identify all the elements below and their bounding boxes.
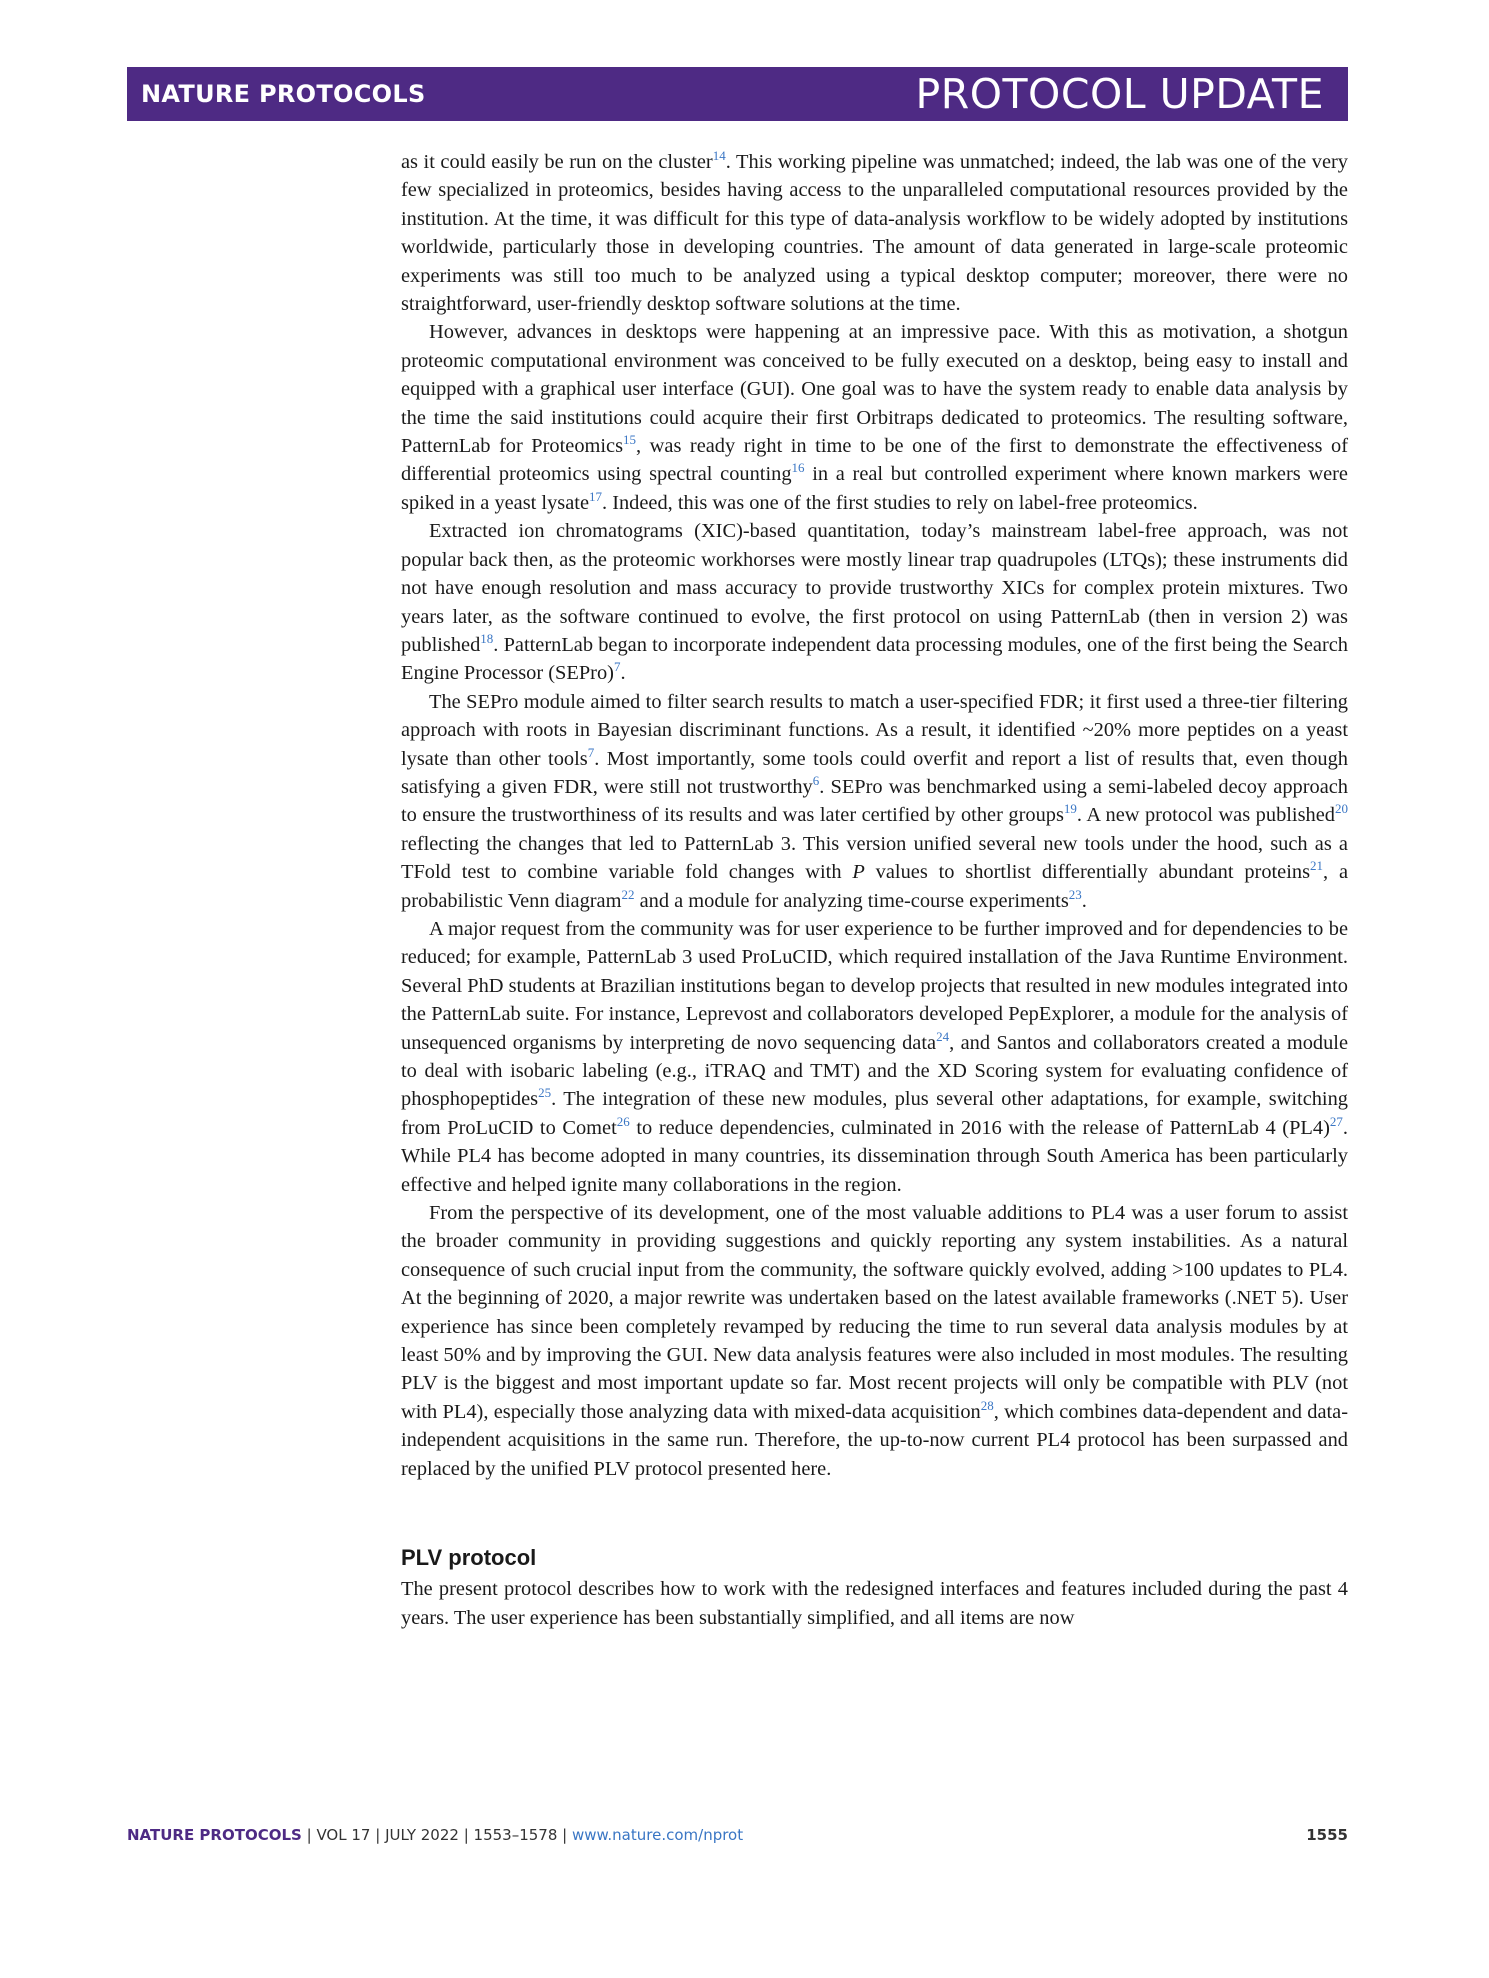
footer-date: JULY 2022 (385, 1826, 459, 1844)
citation-reference-link[interactable]: 23 (1068, 886, 1082, 902)
citation-reference-link[interactable]: 21 (1310, 858, 1324, 874)
section-heading: PLV protocol (401, 1545, 537, 1571)
footer-pages: 1553–1578 (473, 1826, 558, 1844)
citation-reference-link[interactable]: 22 (621, 886, 635, 902)
body-paragraph: From the perspective of its development, one of the most valuable additions to PL4 was a user forum to assist the broader community in providing suggestions and quickly reporting any system instabilities. As a natural consequence of such crucial input from the community, the software quickly evolved, adding >100 updates to PL4. At the beginning of 2020, a major rewrite was undertaken based on the latest available frameworks (.NET 5). User experience has since been completely revamped by reducing the time to run several data analysis modules by at least 50% and by improving the GUI. New data analysis features were also included in most modules. The resulting PLV is the biggest and most important update so far. Most recent projects will only be compatible with PLV (not with PL4), especially those analyzing data with mixed-data acquisition$^{28}$, which combines data-dependent and data-independent acquisitions in the same run. Therefore, the up-to-now current PL4 protocol has been surpassed and replaced by the unified PLV protocol presented here. (401, 1202, 1348, 1480)
article-body (401, 148, 1348, 1632)
page-number: 1555 (1306, 1826, 1348, 1844)
body-paragraph: as it could easily be run on the cluster$^{14}$. This working pipeline was unmatched; indeed, the lab was one of the very few specialized in proteomics, besides having access to the unparalleled computational resources provided by the institution. At the time, it was difficult for this type of data-analysis workflow to be widely adopted by institutions worldwide, particularly those in developing countries. The amount of data generated in large-scale proteomic experiments was still too much to be analyzed using a typical desktop computer; moreover, there were no straightforward, user-friendly desktop software solutions at the time. (401, 148, 1349, 316)
citation-reference-link[interactable]: 16 (791, 460, 805, 476)
citation-reference-link[interactable]: 25 (538, 1085, 552, 1101)
footer-separator: | (301, 1826, 317, 1844)
footer-journal: NATURE PROTOCOLS (127, 1826, 302, 1844)
citation-reference-link[interactable]: 15 (623, 432, 637, 448)
footer-volume: VOL 17 (316, 1826, 371, 1844)
citation-reference-link[interactable]: 17 (589, 488, 602, 504)
citation-reference-link[interactable]: 14 (712, 148, 726, 163)
footer-separator: | (370, 1826, 386, 1844)
citation-reference-link[interactable]: 19 (1063, 801, 1077, 817)
journal-header-bar (127, 67, 1348, 121)
citation-reference-link[interactable]: 7 (587, 744, 595, 760)
journal-url-link[interactable]: www.nature.com/nprot (571, 1826, 744, 1844)
body-paragraph: The SEPro module aimed to filter search results to match a user-specified FDR; it first used a three-tier filtering approach with roots in Bayesian discriminant functions. As a result, it identified ~20% more peptides on a yeast lysate than other tools$^7$. Most importantly, some tools could overfit and report a list of results that, even though satisfying a given FDR, were still not trustworthy$^6$. SEPro was benchmarked using a semi-labeled decoy approach to ensure the trustworthiness of its results and was later certified by other groups$^{19}$. A new protocol was published$^{20}$ reflecting the changes that led to PatternLab 3. This version unified several new tools under the hood, such as a TFold test to combine variable fold changes with P values to shortlist differentially abundant proteins$^{21}$, a probabilistic Venn diagram$^{22}$ and a module for analyzing time-course experiments$^{23}$. (401, 690, 1349, 912)
citation-reference-link[interactable]: 26 (616, 1113, 630, 1129)
body-paragraph: A major request from the community was for user experience to be further improved and for dependencies to be reduced; for example, PatternLab 3 used ProLuCID, which required installation of the Java Runtime Environment. Several PhD students at Brazilian institutions began to develop projects that resulted in new modules integrated into the PatternLab suite. For instance, Leprevost and collaborators developed PepExplorer, a module for the analysis of unsequenced organisms by interpreting de novo sequencing data$^{24}$, and Santos and collaborators created a module to deal with isobaric labeling (e.g., iTRAQ and TMT) and the XD Scoring system for evaluating confidence of phosphopeptides$^{25}$. The integration of these new modules, plus several other adaptations, for example, switching from ProLuCID to Comet$^{26}$ to reduce dependencies, culminated in 2016 with the release of PatternLab 4 $(PL4)^{27}$. While PL4 has become adopted in many countries, its dissemination through South America has been particularly effective and helped ignite many collaborations in the region. (401, 917, 1348, 1196)
footer-citation (127, 1826, 743, 1844)
citation-reference-link[interactable]: 20 (1334, 801, 1348, 817)
body-paragraph: Extracted ion chromatograms (XIC)-based quantitation, today’s mainstream label-free approach, was not popular back then, as the proteomic workhorses were mostly linear trap quadrupoles (LTQs); these instruments did not have enough resolution and mass accuracy to provide trustworthy XICs for complex protein mixtures. Two years later, as the software continued to evolve, the first protocol on using PatternLab (then in version 2) was published$^{18}$. PatternLab began to incorporate independent data processing modules, one of the first being the Search Engine Processor (SEPro)$^7$. (401, 520, 1348, 685)
citation-reference-link[interactable]: 27 (1329, 1113, 1343, 1129)
citation-reference-link[interactable]: 6 (812, 772, 820, 788)
citation-reference-link[interactable]: 24 (936, 1028, 950, 1044)
footer-separator: | (458, 1826, 474, 1844)
italic-term: P (852, 861, 865, 884)
section-paragraph: The present protocol describes how to work with the redesigned interfaces and features included during the past 4 years. The user experience has been substantially simplified, and all items are now (401, 1578, 1348, 1629)
body-paragraphs (401, 148, 1348, 1483)
page-footer (127, 1826, 1348, 1850)
footer-separator: | (557, 1826, 572, 1844)
citation-reference-link[interactable]: 7 (613, 659, 621, 675)
citation-reference-link[interactable]: 18 (480, 630, 494, 646)
body-paragraph: However, advances in desktops were happening at an impressive pace. With this as motivation, a shotgun proteomic computational environment was conceived to be fully executed on a desktop, being easy to install and equipped with a graphical user interface (GUI). One goal was to have the system ready to enable data analysis by the time the said institutions could acquire their first Orbitraps dedicated to proteomics. The resulting software, PatternLab for Proteomics$^{15}$, was ready right in time to be one of the first to demonstrate the effectiveness of differential proteomics using spectral counting$^{16}$ in a real but controlled experiment where known markers were spiked in a yeast lysate$^{17}$. Indeed, this was one of the first studies to rely on label-free proteomics. (401, 321, 1348, 514)
article-type: PROTOCOL UPDATE (915, 70, 1324, 118)
journal-name: NATURE PROTOCOLS (141, 80, 426, 108)
citation-reference-link[interactable]: 28 (980, 1397, 994, 1413)
